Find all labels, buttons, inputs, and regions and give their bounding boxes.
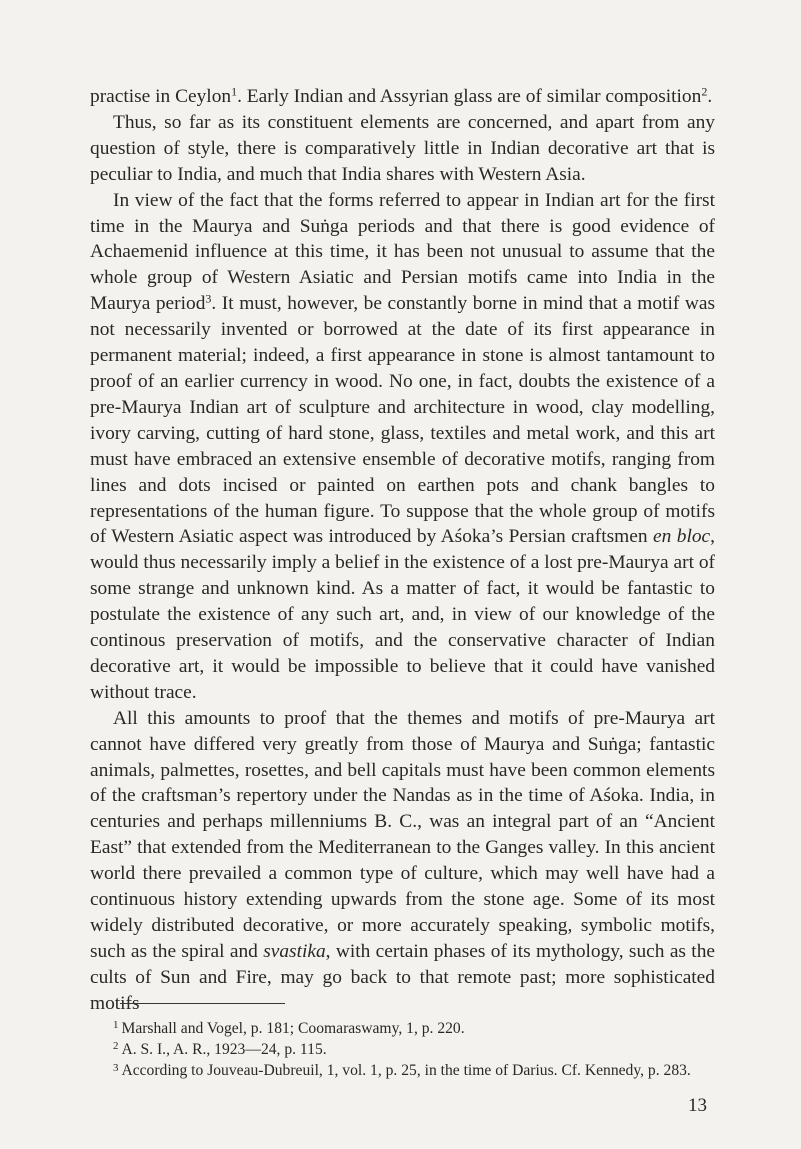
text-run: , with certain phases of its mythology, such as the cults of Sun and Fire, may go back to that remote past; more sophisticated motifs — [90, 940, 715, 1014]
italic-term: svastika — [263, 940, 326, 962]
paragraph-3 — [90, 188, 715, 706]
footnote-ref-2: 2 — [701, 84, 708, 99]
paragraph-2: Thus, so far as its constituent elements are concerned, and apart from any question of style, there is comparatively little in Indian decorative art that is peculiar to India, and much that India shares with Western Asia. — [90, 111, 715, 185]
paragraph-1 — [90, 84, 715, 110]
main-text — [90, 84, 715, 1017]
footnote-mark: 2 — [113, 1040, 119, 1053]
footnote-text: According to Jouveau-Dubreuil, 1, vol. 1, p. 25, in the time of Darius. Cf. Kennedy, p. 283. — [121, 1062, 691, 1080]
footnote — [90, 1060, 715, 1081]
text-run: . It must, however, be constantly borne in mind that a motif was not necessarily invented or borrowed at the date of its first appearance in permanent material; indeed, a first appearance in stone is almost tantamount to proof of an earlier currency in wood. No one, in fact, doubts the existence of a pre-Maurya Indian art of sculpture and architecture in wood, clay modelling, ivory carving, cutting of hard stone, glass, textiles and metal work, and this art must have embraced an extensive ensemble of decorative motifs, ranging from lines and dots incised or painted on earthen pots and chank bangles to representations of the human figure. To suppose that the whole group of motifs of Western Asiatic aspect was introduced by Aśoka’s Persian craftsmen — [90, 293, 715, 548]
footnote-divider — [120, 1003, 285, 1004]
text-run: practise in Ceylon — [90, 86, 232, 107]
page-number: 13 — [688, 1095, 707, 1116]
footnote-mark: 3 — [113, 1061, 119, 1074]
footnote — [90, 1018, 715, 1039]
text-run: . — [707, 86, 713, 107]
footnote-mark: 1 — [113, 1019, 119, 1032]
footnote-text: A. S. I., A. R., 1923—24, p. 115. — [121, 1041, 327, 1059]
text-run: In view of the fact that the forms referred to appear in Indian art for the first time in the Maurya and Suṅga periods and that there is good evidence of Achaemenid influence at this time, it has been not unusual to assume that the whole group of Western Asiatic and Persian motifs came into India in the Maurya period — [90, 189, 715, 315]
footnotes — [90, 1018, 715, 1082]
text-run: , would thus necessarily imply a belief in the existence of a lost pre-Maurya art of some strange and unknown kind. As a matter of fact, it would be fantastic to postulate the existence of any such art, and, in view of our knowledge of the continous preservation of motifs, and the conservative character of Indian decorative art, it would be impossible to believe that it could have vanished without trace. — [90, 526, 715, 703]
text-run: All this amounts to proof that the themes and motifs of pre-Maurya art cannot have differed very greatly from those of Maurya and Suṅga; fantastic animals, palmettes, rosettes, and bell capitals must have been common elements of the craftsman’s repertory under the Nandas as in the time of Aśoka. India, in centuries and perhaps millenniums B. C., was an integral part of an “Ancient East” that extended from the Mediterranean to the Ganges valley. In this ancient world there prevailed a common type of culture, which may well have had a continuous history extending upwards from the stone age. Some of its most widely distributed decorative, or more accurately speaking, symbolic motifs, such as the spiral and — [90, 707, 715, 962]
footnote-ref-3: 3 — [205, 291, 212, 306]
paragraph-4 — [90, 706, 715, 1017]
footnote — [90, 1039, 715, 1060]
text-run: . Early Indian and Assyrian glass are of similar composition — [237, 86, 702, 107]
italic-term: en bloc — [653, 526, 711, 548]
footnote-text: Marshall and Vogel, p. 181; Coomaraswamy, 1, p. 220. — [121, 1020, 465, 1037]
footnote-ref-1: 1 — [231, 84, 238, 99]
